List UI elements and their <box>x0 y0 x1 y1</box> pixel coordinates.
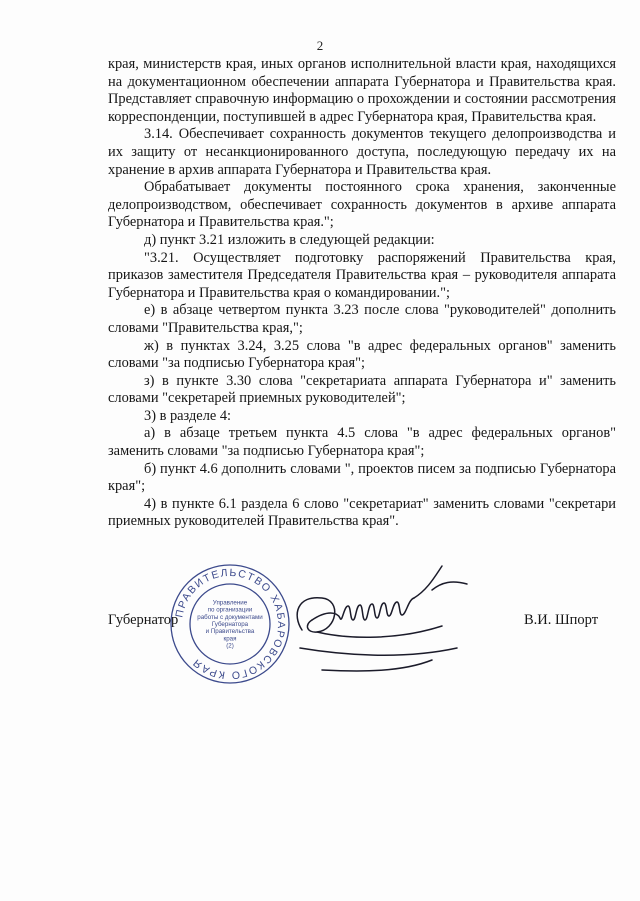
paragraph: д) пункт 3.21 изложить в следующей редакции: <box>144 231 435 248</box>
stamp-inner-line: Губернатора <box>211 621 249 628</box>
stamp-inner-line: (2) <box>226 642 234 650</box>
paragraph: 3) в разделе 4: <box>144 407 232 424</box>
paragraph: а) в абзаце третьем пункта 4.5 слова "в адрес федеральных органов" заменить словами "за подписью Губернатора края"; <box>108 425 616 460</box>
stamp-ring-text: ПРАВИТЕЛЬСТВО ХАБАРОВСКОГО КРАЯ <box>173 566 288 682</box>
paragraph: з) в пункте 3.30 слова "секретариата аппарата Губернатора и" заменить словами "секретарей приемных руководителей"; <box>108 372 616 407</box>
stamp-inner-line: края <box>223 635 237 643</box>
signatory-title: Губернатор <box>108 612 179 628</box>
handwritten-signature <box>282 560 472 690</box>
stamp-inner-line: по организации <box>207 606 253 614</box>
stamp-inner-line: и Правительства <box>205 628 255 636</box>
paragraph: е) в абзаце четвертом пункта 3.23 после слова "руководителей" дополнить словами "Правительства края,"; <box>108 302 616 336</box>
signatory-name: В.И. Шпорт <box>524 612 599 628</box>
paragraph: 4) в пункте 6.1 раздела 6 слово "секретариат" заменить словами "секретари приемных руководителей Правительства края". <box>108 495 616 530</box>
paragraph: Обрабатывает документы постоянного срока хранения, законченные делопроизводством, обеспечивает сохранность документов в архиве аппарата Губернатора и Правительства края."; <box>108 179 616 231</box>
paragraph: 3.14. Обеспечивает сохранность документов текущего делопроизводства и их защиту от несанкционированного доступа, последующую передачу их на хранение в архив аппарата Губернатора и Правительства края. <box>108 126 616 178</box>
paragraph: ж) в пунктах 3.24, 3.25 слова "в адрес федеральных органов" заменить словами "за подписью Губернатора края"; <box>108 337 616 372</box>
page-number: 2 <box>316 38 324 53</box>
paragraph: края, министерств края, иных органов исполнительной власти края, находящихся на документационном обеспечении аппарата Губернатора и Правительства края. Представляет справочную информацию о прохождении и состоянии рассмотрения корреспонденции, поступившей в адрес Губернатора края, Правительства края. <box>108 56 616 125</box>
stamp-inner-line: Управление <box>212 599 248 607</box>
official-stamp <box>168 562 292 686</box>
document-body <box>108 56 616 531</box>
stamp-inner-text <box>197 599 263 649</box>
stamp-inner-line: работы с документами <box>197 613 263 621</box>
paragraph: б) пункт 4.6 дополнить словами ", проектов писем за подписью Губернатора края"; <box>108 460 616 495</box>
paragraph: "3.21. Осуществляет подготовку распоряжений Правительства края, приказов заместителя Председателя Правительства края – руководителя аппарата Губернатора и Правительства края о командировании."; <box>108 249 616 301</box>
